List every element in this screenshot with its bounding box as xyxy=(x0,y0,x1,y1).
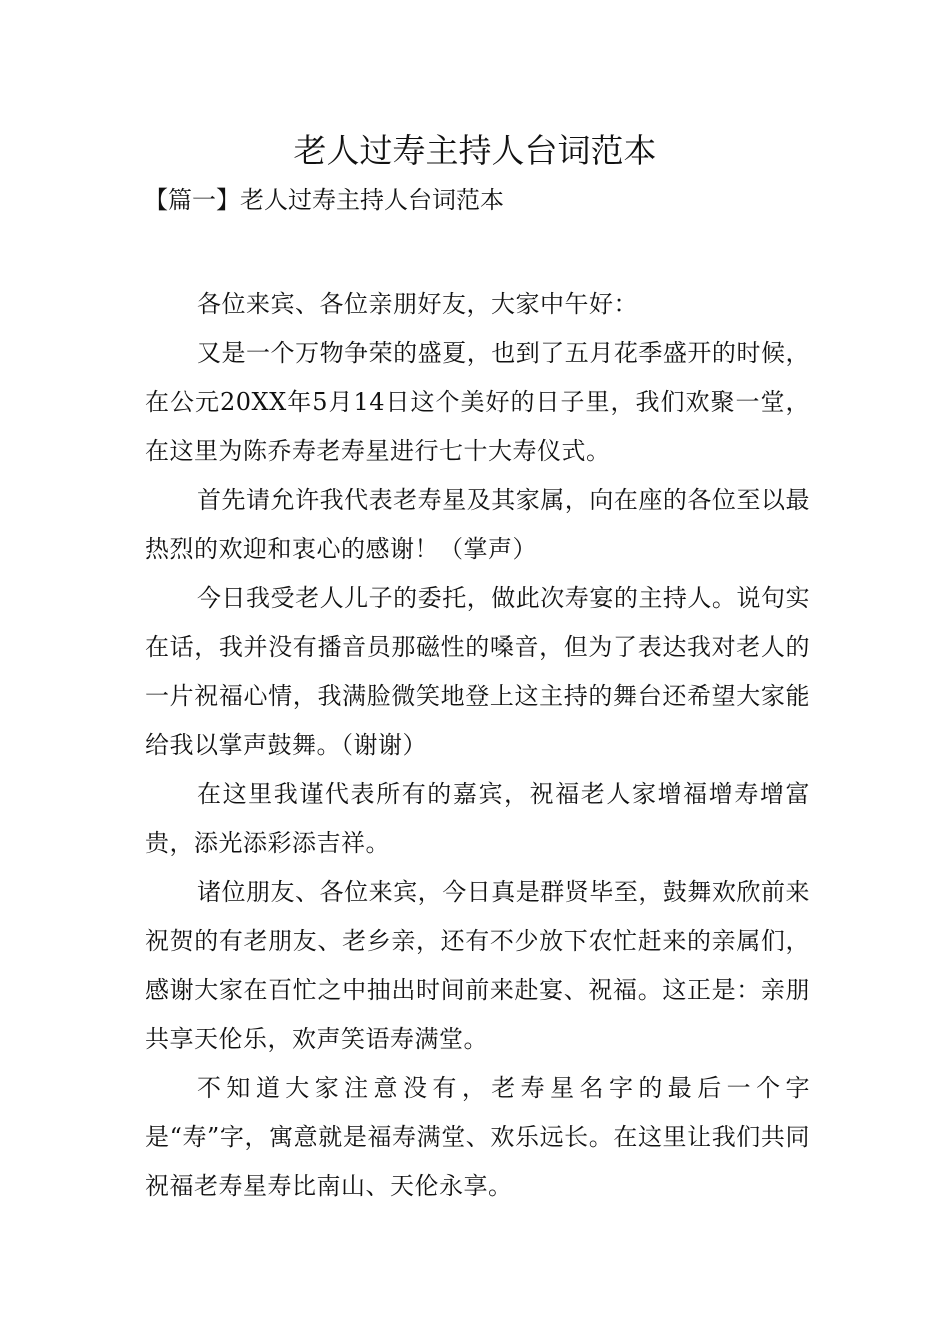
paragraph: 首先请允许我代表老寿星及其家属，向在座的各位至以最热烈的欢迎和衷心的感谢！（掌声） xyxy=(145,486,810,563)
paragraph: 在这里我谨代表所有的嘉宾，祝福老人家增福增寿增富贵，添光添彩添吉祥。 xyxy=(145,780,810,857)
paragraph: 诸位朋友、各位来宾，今日真是群贤毕至，鼓舞欢欣前来祝贺的有老朋友、老乡亲，还有不少放下农忙赶来的亲属们，感谢大家在百忙之中抽出时间前来赴宴、祝福。这正是：亲朋共享天伦乐，欢声笑语寿满堂。 xyxy=(145,878,810,1053)
paragraph-greeting: 各位来宾、各位亲朋好友，大家中午好： xyxy=(197,290,638,318)
paragraph: 今日我受老人儿子的委托，做此次寿宴的主持人。说句实在话，我并没有播音员那磁性的嗓音，但为了表达我对老人的一片祝福心情，我满脸微笑地登上这主持的舞台还希望大家能给我以掌声鼓舞。（谢谢） xyxy=(145,584,810,759)
section-heading: 【篇一】老人过寿主持人台词范本 xyxy=(144,186,504,214)
paragraph: 又是一个万物争荣的盛夏，也到了五月花季盛开的时候，在公元20XX年5月14日这个美好的日子里，我们欢聚一堂，在这里为陈乔寿老寿星进行七十大寿仪式。 xyxy=(145,339,810,465)
paragraph: 不知道大家注意没有，老寿星名字的最后一个字是“寿”字，寓意就是福寿满堂、欢乐远长。在这里让我们共同祝福老寿星寿比南山、天伦永享。 xyxy=(145,1074,810,1200)
document-body xyxy=(145,280,810,1211)
document-title: 老人过寿主持人台词范本 xyxy=(293,131,657,170)
